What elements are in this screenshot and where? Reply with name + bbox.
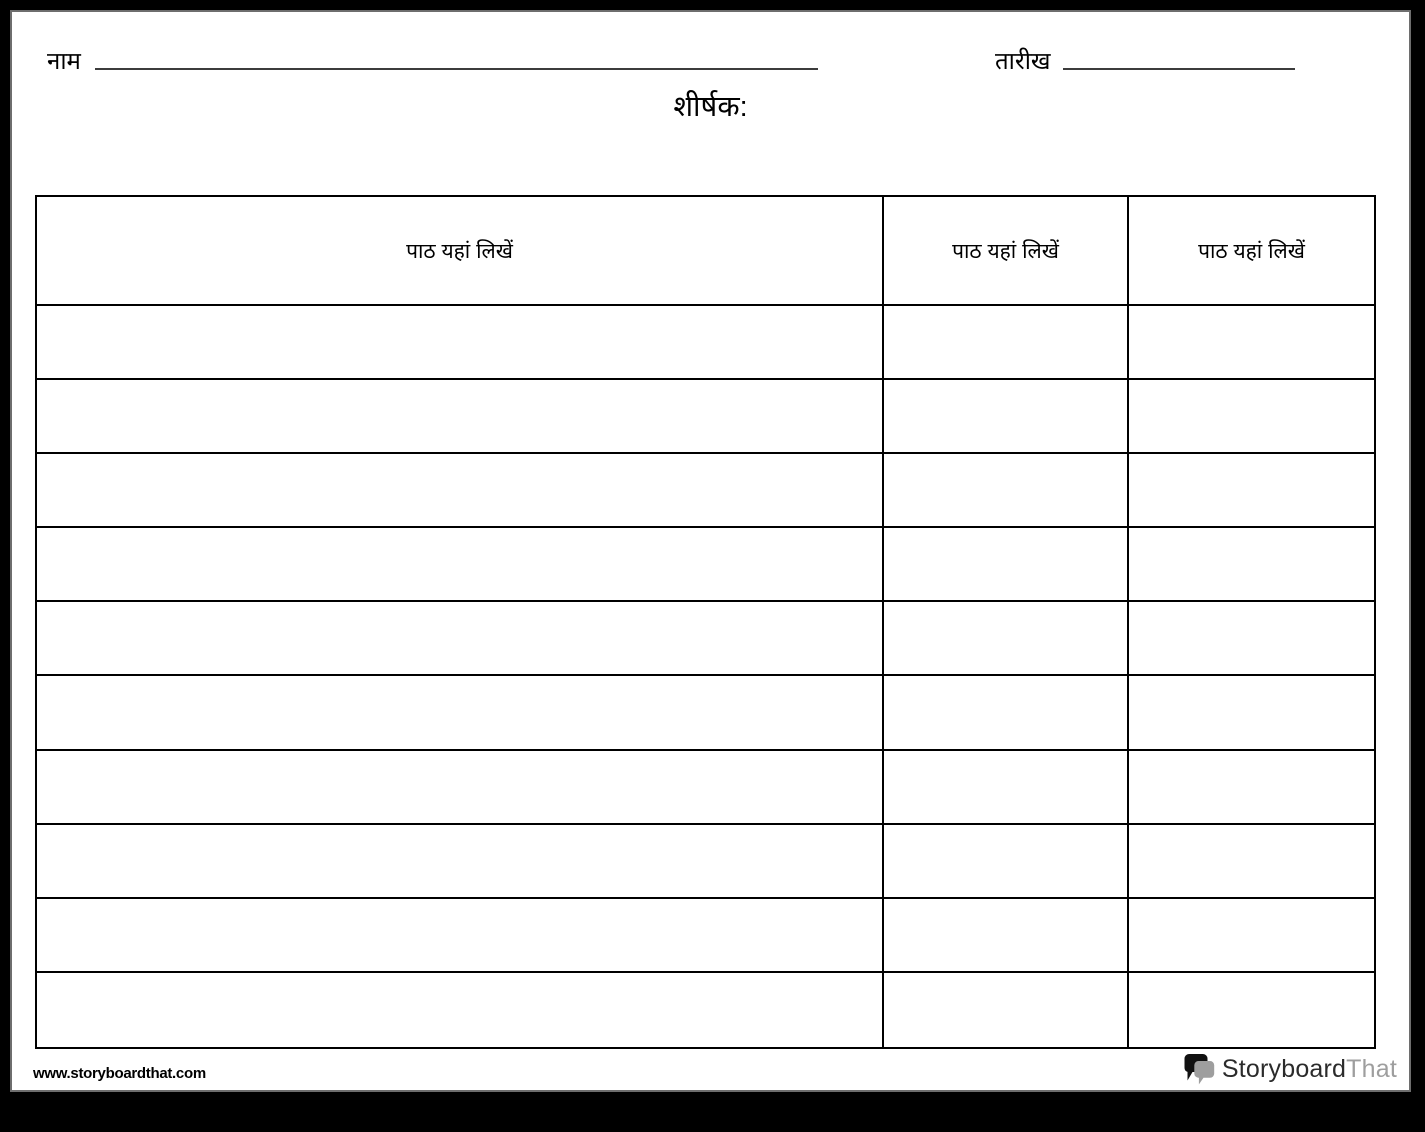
page-title: शीर्षक:	[673, 91, 748, 123]
table-cell[interactable]	[1129, 825, 1374, 899]
column-header-2[interactable]: पाठ यहां लिखें	[884, 197, 1129, 306]
name-label: नाम	[47, 48, 81, 75]
table-cell[interactable]	[37, 380, 884, 454]
table-cell[interactable]	[37, 899, 884, 973]
table-cell[interactable]	[884, 899, 1129, 973]
column-header-1[interactable]: पाठ यहां लिखें	[37, 197, 884, 306]
table-cell[interactable]	[884, 973, 1129, 1047]
speech-bubbles-icon	[1184, 1053, 1215, 1086]
worksheet-page	[10, 10, 1411, 1092]
table-cell[interactable]	[37, 676, 884, 750]
table-cell[interactable]	[1129, 454, 1374, 528]
table-cell[interactable]	[37, 454, 884, 528]
table-cell[interactable]	[37, 602, 884, 676]
table-cell[interactable]	[37, 528, 884, 602]
table-cell[interactable]	[884, 751, 1129, 825]
date-input-line[interactable]	[1063, 50, 1295, 70]
table-cell[interactable]	[884, 380, 1129, 454]
table-cell[interactable]	[884, 528, 1129, 602]
table-cell[interactable]	[37, 751, 884, 825]
website-url[interactable]: www.storyboardthat.com	[33, 1065, 206, 1082]
column-header-3[interactable]: पाठ यहां लिखें	[1129, 197, 1374, 306]
table-cell[interactable]	[37, 306, 884, 380]
table-cell[interactable]	[37, 825, 884, 899]
table-cell[interactable]	[1129, 973, 1374, 1047]
table-cell[interactable]	[884, 306, 1129, 380]
table-cell[interactable]	[1129, 676, 1374, 750]
table-cell[interactable]	[1129, 380, 1374, 454]
storyboardthat-logo	[1184, 1053, 1397, 1086]
table-cell[interactable]	[884, 602, 1129, 676]
table-cell[interactable]	[37, 973, 884, 1047]
logo-text-secondary: That	[1346, 1055, 1397, 1083]
table-cell[interactable]	[1129, 306, 1374, 380]
date-label: तारीख	[995, 48, 1051, 75]
logo-text-primary: Storyboard	[1221, 1055, 1347, 1083]
table-cell[interactable]	[1129, 602, 1374, 676]
table-cell[interactable]	[884, 454, 1129, 528]
table-cell[interactable]	[884, 825, 1129, 899]
table-cell[interactable]	[1129, 899, 1374, 973]
table-cell[interactable]	[1129, 751, 1374, 825]
table-cell[interactable]	[884, 676, 1129, 750]
table-cell[interactable]	[1129, 528, 1374, 602]
logo-text	[1222, 1057, 1397, 1082]
name-input-line[interactable]	[95, 50, 818, 70]
worksheet-table	[35, 195, 1376, 1049]
